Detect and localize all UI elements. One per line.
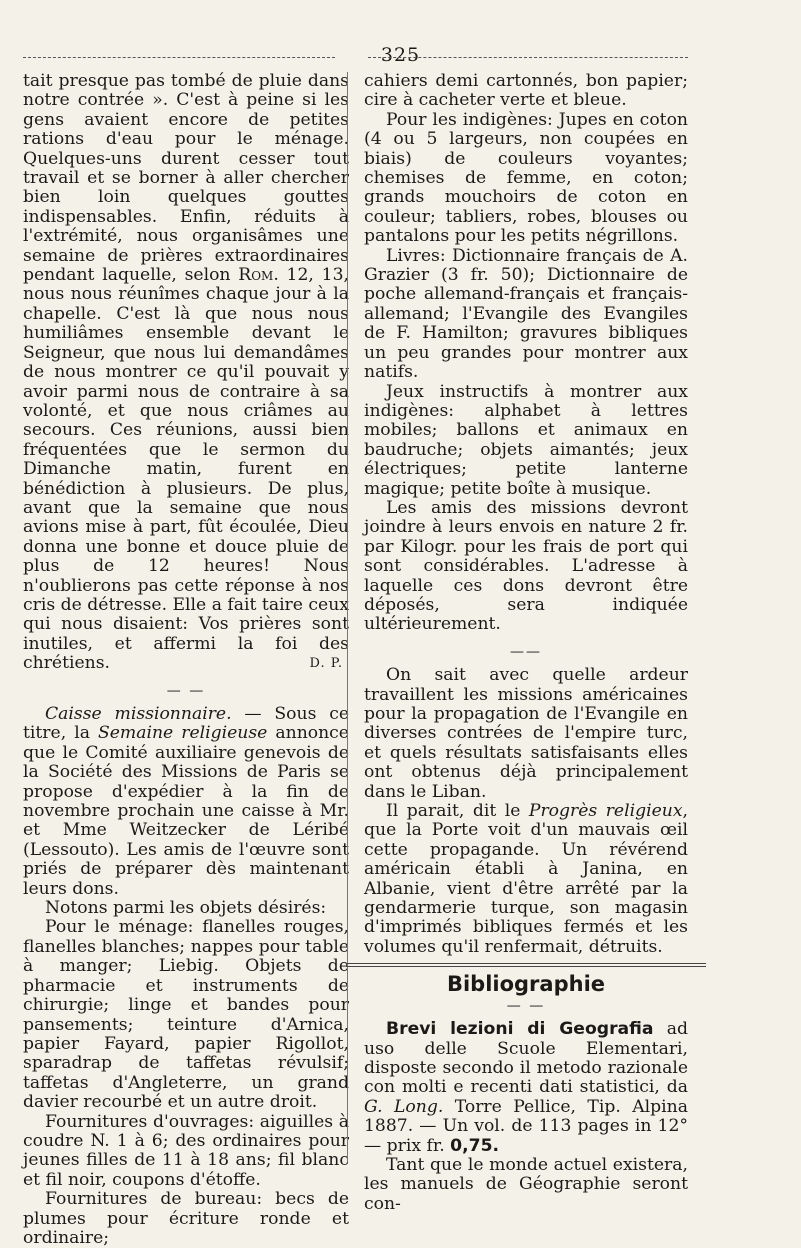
paragraph-menage: Pour le ménage: flanelles rouges, flanelles blanches; nappes pour table à manger; Liebig. Objets de pharmacie et instruments de chirurgie; linge et bandes pour pansements; teinture d'Arnica, papier Fayard, papier Rigollot, sparadrap de taffetas révulsif; taffetas d'Angleterre, un grand davier recourbé et un autre droit. xyxy=(23,917,349,1113)
caisse-title: Caisse missionnaire. xyxy=(45,704,232,724)
section-separator: — — xyxy=(506,997,546,1014)
book-desc-b: Torre Pellice, Tip. Alpina 1887. — Un vol. de 113 pages in 12° — prix fr. xyxy=(364,1096,688,1156)
publication-name: Semaine religieuse xyxy=(97,723,268,744)
paragraph-cahiers: cahiers demi cartonnés, bon papier; cire à cacheter verte et bleue. xyxy=(364,71,688,111)
header-rule-left xyxy=(23,57,335,58)
paragraph-caisse xyxy=(23,705,349,899)
section-separator: —— xyxy=(510,643,542,660)
caisse-text-b: annonce que le Comité auxiliaire genevois de la Société des Missions de Paris se propose d'expédier à la fin de novembre prochain une caisse à Mr. et Mme Weitzecker de Léribé (Lessouto). Les amis de l'œuvre sont priés de préparer dès maintenant leurs dons. xyxy=(23,723,349,899)
paragraph-ouvrages: Fournitures d'ouvrages: aiguilles à coudre N. 1 à 6; des ordinaires pour jeunes filles de 11 à 18 ans; fil blanc et fil noir, coupons d'étoffe. xyxy=(23,1111,349,1190)
book-desc-a: ad uso delle Scuole Elementari, disposte secondo il metodo razionale con molti e recenti dati statistici, da xyxy=(364,1019,688,1098)
paragraph-notons: Notons parmi les objets désirés: xyxy=(45,898,327,919)
signature: D. P. xyxy=(309,656,343,672)
paragraph-book xyxy=(364,1020,688,1156)
paragraph-amis: Les amis des missions devront joindre à leurs envois en nature 2 fr. par Kilogr. pour les frais de port qui sont considérables. L'adresse à laquelle ces dons devront être déposés, sera indiquée ultérieurement. xyxy=(364,497,688,635)
paragraph-jeux: Jeux instructifs à montrer aux indigènes: alphabet à lettres mobiles; ballons et animaux en baudruche; objets aimantés; jeux électriques; petite lanterne magique; petite boîte à musique. xyxy=(364,381,688,499)
propagande-text-a: Il parait, dit le xyxy=(386,801,529,822)
paragraph-bureau: Fournitures de bureau: becs de plumes pour écriture ronde et ordinaire; xyxy=(23,1189,349,1248)
paragraph-tant: Tant que le monde actuel existera, les manuels de Géographie seront con- xyxy=(364,1154,688,1214)
bibliography-heading: Bibliographie xyxy=(446,972,606,997)
right-column xyxy=(364,72,688,1214)
paragraph-propagande xyxy=(364,802,688,957)
book-author: G. Long. xyxy=(364,1096,444,1117)
paragraph-indigenes: Pour les indigènes: Jupes en coton (4 ou 5 largeurs, non coupées en biais) de couleurs voyantes; chemises de femme, en coton; grands mouchoirs de coton en couleur; tabliers, robes, blouses ou pantalons pour les petits négrillons. xyxy=(364,109,688,247)
scripture-reference: Rom. 12, 13 xyxy=(238,265,344,286)
propagande-text-b: , que la Porte voit d'un mauvais œil cette propagande. Un révérend américain établi à Janina, en Albanie, vient d'être arrêté par la gendarmerie turque, son magasin d'imprimés bibliques fermés et les volumes qu'il renfermait, détruits. xyxy=(364,801,688,957)
double-rule xyxy=(346,963,706,967)
book-title: Brevi lezioni di Geografia xyxy=(386,1019,654,1040)
page-number: 325 xyxy=(380,44,421,66)
header-rule-right xyxy=(368,57,688,58)
publication-name: Progrès religieux xyxy=(528,801,683,822)
drought-text-end: , nous nous réunîmes chaque jour à la chapelle. C'est là que nous nous humiliâmes ensemble devant le Seigneur, que nous lui demandâmes de nous montrer ce qu'il pouvait y avoir parmi nous de contraire à sa volonté, et que nous criâmes au secours. Ces réunions, aussi bien fréquentées que le sermon du Dimanche matin, furent en bénédiction à plusieurs. De plus, avant que la semaine que nous avions mise à part, fût écoulée, Dieu donna une bonne et douce pluie de plus de 12 heures! Nous n'oublierons pas cette réponse à nos cris de détresse. Elle a fait taire ceux qui nous disaient: Vos prières sont inutiles, et affermi la foi des chrétiens. xyxy=(23,265,349,674)
paragraph-drought xyxy=(23,72,349,674)
book-price: 0,75. xyxy=(450,1135,500,1156)
drought-text-start: tait presque pas tombé de pluie dans notre contrée ». C'est à peine si les gens avaient encore de petites rations d'eau pour le ménage. Quelques-uns durent cesser tout travail et se borner à aller chercher bien loin quelques gouttes indispensables. Enfin, réduits à l'extrémité, nous organisâmes une semaine de prières extraordinaires pendant laquelle, selon xyxy=(23,71,349,286)
caisse-text-a: — Sous ce titre, la xyxy=(23,704,350,744)
left-column xyxy=(23,72,349,1248)
paragraph-missions: On sait avec quelle ardeur travaillent les missions américaines pour la propagation de l'Evangile en diverses contrées de l'empire turc, et quels résultats satisfaisants elles ont obtenus déjà principalement dans le Liban. xyxy=(364,665,688,802)
section-separator: — — xyxy=(166,682,206,699)
paragraph-livres: Livres: Dictionnaire français de A. Grazier (3 fr. 50); Dictionnaire de poche allemand-français et français-allemand; l'Evangile des Evangiles de F. Hamilton; gravures bibliques un peu grandes pour montrer aux natifs. xyxy=(364,245,688,383)
column-divider xyxy=(347,72,348,1162)
